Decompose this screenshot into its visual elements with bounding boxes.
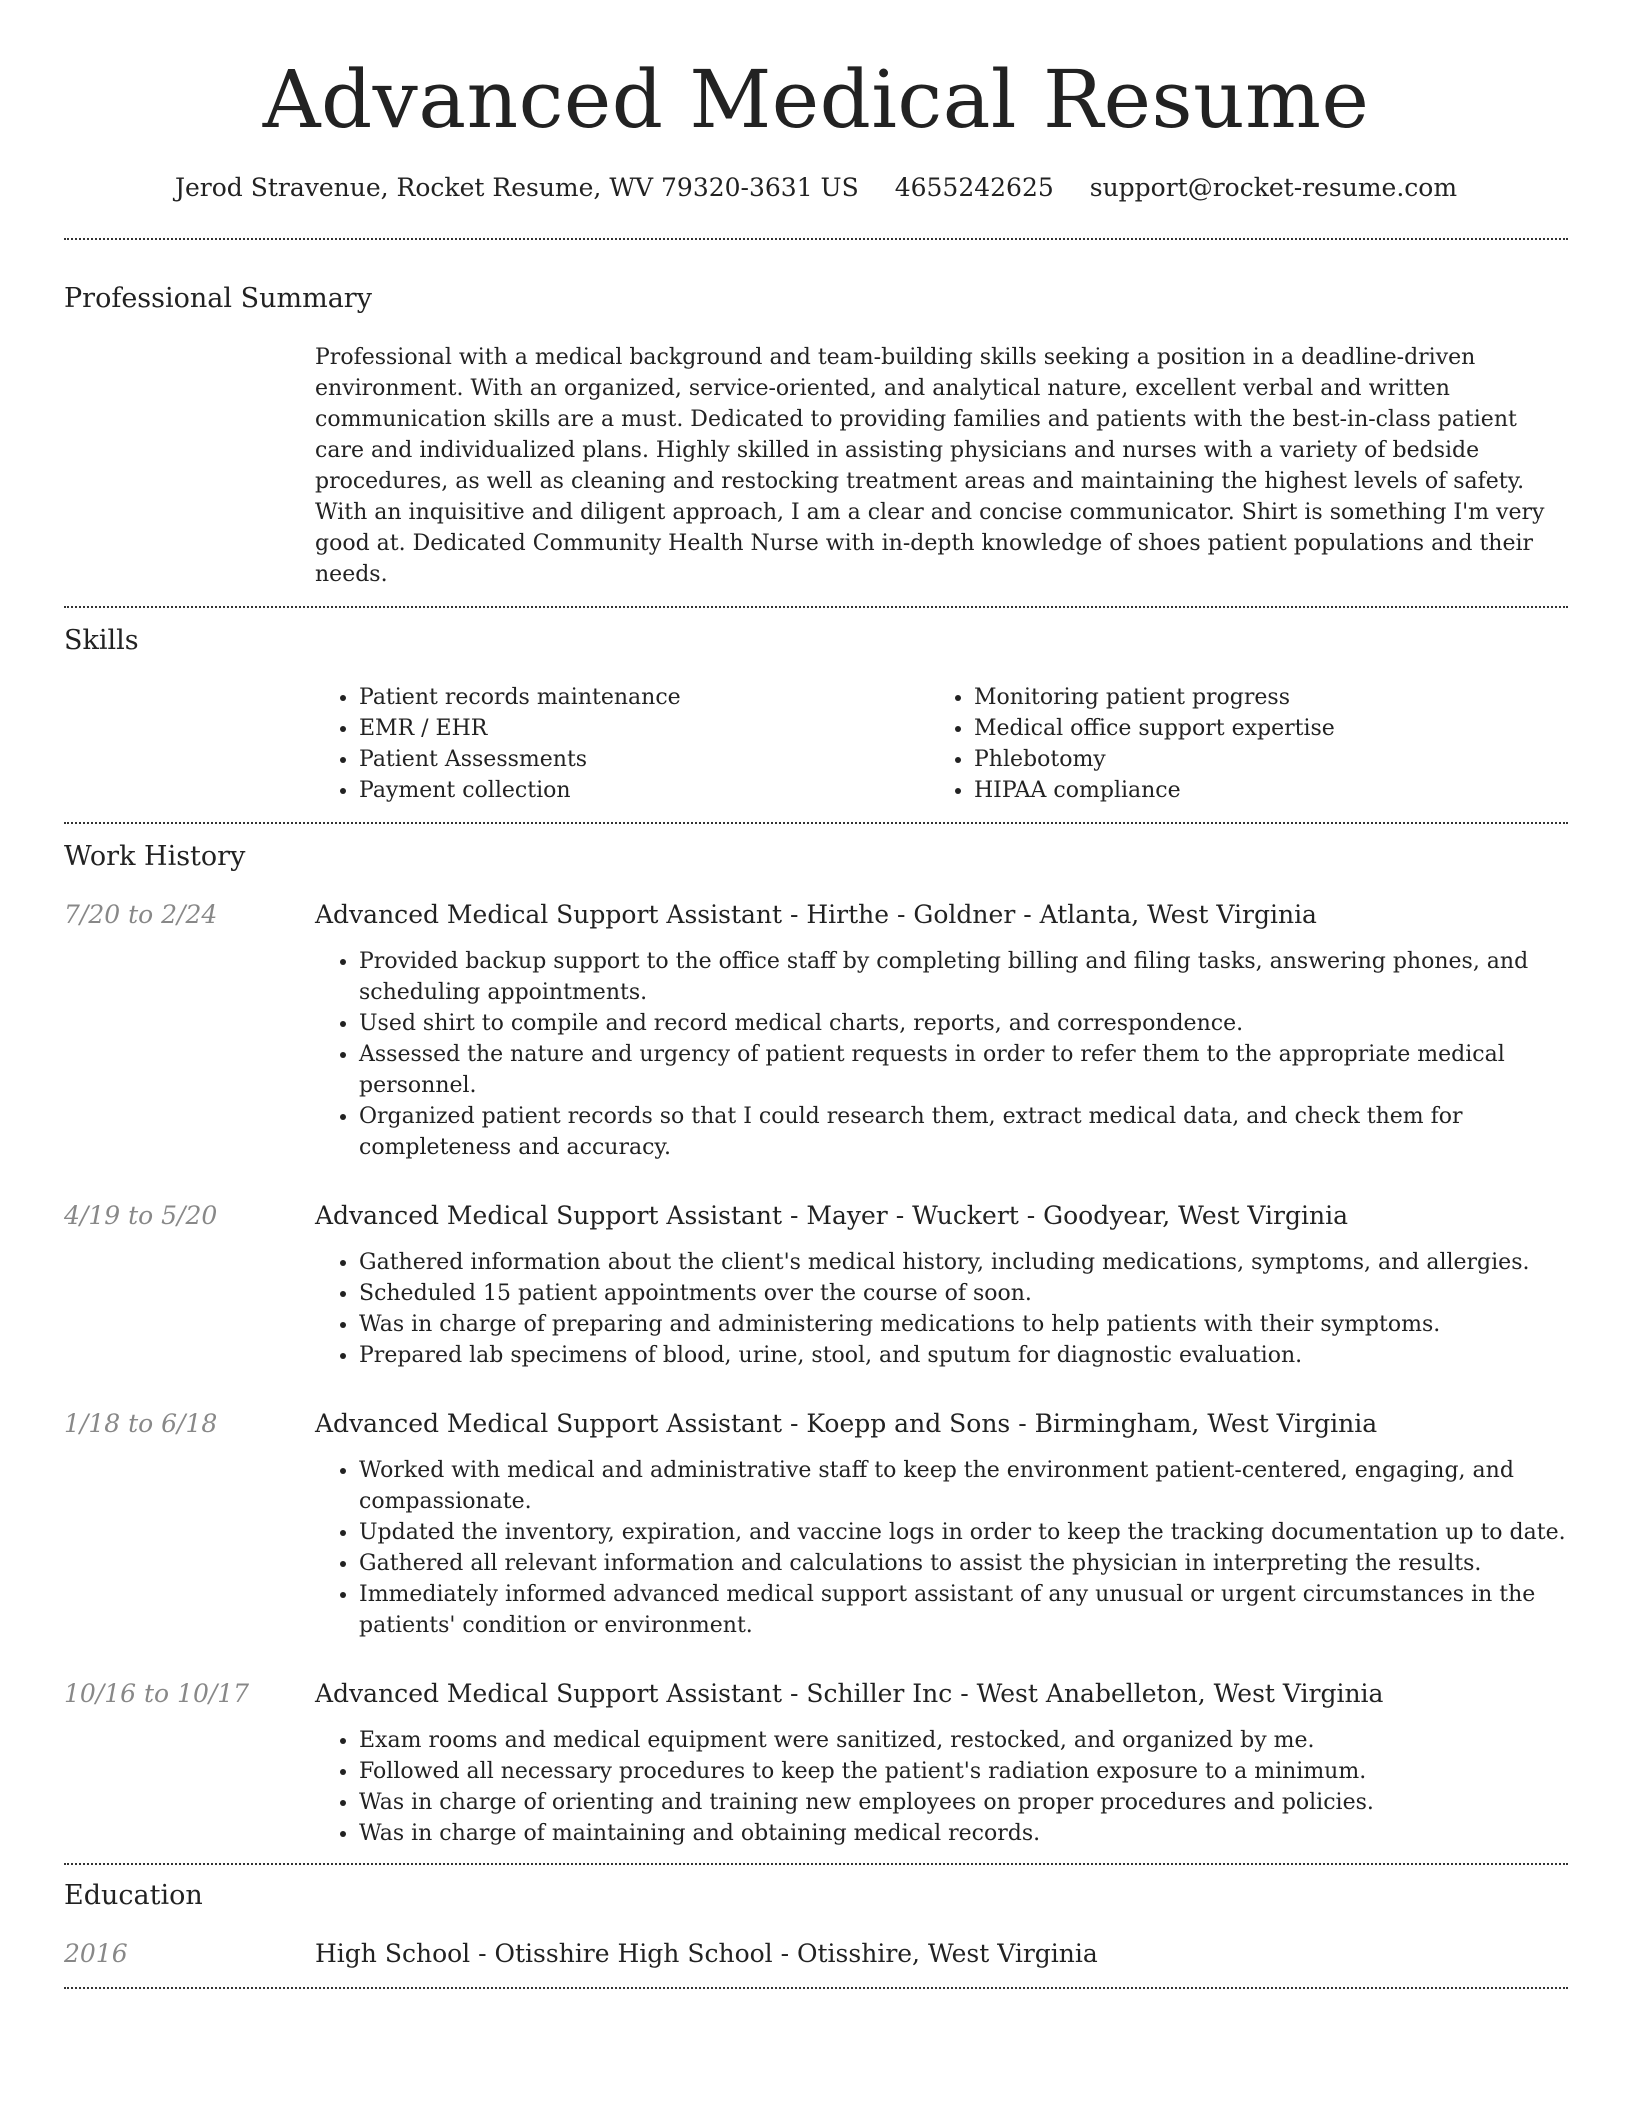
job-title: Advanced Medical Support Assistant - Hirthe - Goldner - Atlanta, West Virginia [315, 900, 1317, 929]
job-bullets [315, 1247, 1568, 1371]
job-bullets [315, 1725, 1568, 1849]
job-bullet: • Immediately informed advanced medical support assistant of any unusual or urgent circumstances in the patients' condition or environment. [359, 1579, 1568, 1641]
job-dates: 10/16 to 10/17 [64, 1679, 250, 1708]
contact-address: Jerod Stravenue, Rocket Resume, WV 79320-3631 US [174, 173, 859, 202]
job-bullet: • Gathered all relevant information and calculations to assist the physician in interpreting the results. [359, 1548, 1568, 1579]
skills-grid [315, 682, 1568, 806]
job-bullet: • Provided backup support to the office staff by completing billing and filing tasks, answering phones, and scheduling appointments. [359, 946, 1568, 1008]
job-bullets [315, 946, 1568, 1163]
contact-phone: 4655242625 [894, 173, 1054, 202]
job-bullet: • Updated the inventory, expiration, and vaccine logs in order to keep the tracking documentation up to date. [359, 1517, 1568, 1548]
divider [64, 1863, 1568, 1865]
job-bullet: • Followed all necessary procedures to keep the patient's radiation exposure to a minimum. [359, 1756, 1568, 1787]
section-heading-skills: Skills [64, 625, 139, 656]
job-bullet: • Exam rooms and medical equipment were sanitized, restocked, and organized by me. [359, 1725, 1568, 1756]
skill-item: • Medical office support expertise [974, 713, 1545, 744]
job-title: Advanced Medical Support Assistant - Schiller Inc - West Anabelleton, West Virginia [315, 1679, 1384, 1708]
contact-line [64, 172, 1568, 204]
job-title: Advanced Medical Support Assistant - Mayer - Wuckert - Goodyear, West Virginia [315, 1201, 1348, 1230]
divider [64, 606, 1568, 608]
skills-list-right [930, 682, 1545, 806]
job-entry [64, 1199, 1568, 1371]
job-bullet: • Scheduled 15 patient appointments over the course of soon. [359, 1278, 1568, 1309]
section-heading-work: Work History [64, 841, 246, 872]
contact-email: support@rocket-resume.com [1089, 173, 1458, 202]
job-bullet: • Used shirt to compile and record medical charts, reports, and correspondence. [359, 1008, 1568, 1039]
job-bullet: • Was in charge of orienting and training new employees on proper procedures and policies. [359, 1787, 1568, 1818]
divider [64, 822, 1568, 824]
skills-list-left [315, 682, 930, 806]
job-body [315, 1199, 1568, 1371]
job-body [315, 1407, 1568, 1641]
work-history-section [64, 840, 1568, 1849]
job-dates: 7/20 to 2/24 [64, 900, 218, 929]
skill-item: • Patient Assessments [359, 744, 930, 775]
job-bullet: • Gathered information about the client's medical history, including medications, symptoms, and allergies. [359, 1247, 1568, 1278]
job-dates: 1/18 to 6/18 [64, 1409, 218, 1438]
section-heading-education: Education [64, 1880, 203, 1911]
job-bullet: • Organized patient records so that I could research them, extract medical data, and check them for completeness and accuracy. [359, 1101, 1568, 1163]
education-title: High School - Otisshire High School - Otisshire, West Virginia [315, 1939, 1098, 1968]
divider [64, 238, 1568, 240]
job-entry [64, 1407, 1568, 1641]
skill-item: • EMR / EHR [359, 713, 930, 744]
skill-item: • Phlebotomy [974, 744, 1545, 775]
job-bullet: • Assessed the nature and urgency of patient requests in order to refer them to the appropriate medical personnel. [359, 1039, 1568, 1101]
job-title: Advanced Medical Support Assistant - Koepp and Sons - Birmingham, West Virginia [315, 1409, 1378, 1438]
education-entry [64, 1937, 1568, 1971]
job-body [315, 898, 1568, 1163]
summary-section [64, 282, 1568, 590]
education-year: 2016 [64, 1939, 128, 1968]
section-heading-summary: Professional Summary [64, 283, 372, 314]
job-body [315, 1677, 1568, 1849]
skill-item: • Patient records maintenance [359, 682, 930, 713]
skill-item: • Payment collection [359, 775, 930, 806]
summary-text: Professional with a medical background and team-building skills seeking a position in a deadline-driven environment. With an organized, service-oriented, and analytical nature, excellent verbal and written communication skills are a must. Dedicated to providing families and patients with the best-in-class patient care and individualized plans. Highly skilled in assisting physicians and nurses with a variety of bedside procedures, as well as cleaning and restocking treatment areas and maintaining the highest levels of safety. With an inquisitive and diligent approach, I am a clear and concise communicator. Shirt is something I'm very good at. Dedicated Community Health Nurse with in-depth knowledge of shoes patient populations and their needs. [315, 345, 1545, 587]
job-bullets [315, 1455, 1568, 1641]
job-bullet: • Prepared lab specimens of blood, urine, stool, and sputum for diagnostic evaluation. [359, 1340, 1568, 1371]
job-bullet: • Worked with medical and administrative staff to keep the environment patient-centered, engaging, and compassionate. [359, 1455, 1568, 1517]
job-entry [64, 898, 1568, 1163]
job-bullet: • Was in charge of preparing and administering medications to help patients with their symptoms. [359, 1309, 1568, 1340]
divider [64, 1987, 1568, 1989]
job-bullet: • Was in charge of maintaining and obtaining medical records. [359, 1818, 1568, 1849]
page-title: Advanced Medical Resume [262, 53, 1370, 146]
skills-section [64, 624, 1568, 806]
skill-item: • HIPAA compliance [974, 775, 1545, 806]
job-dates: 4/19 to 5/20 [64, 1201, 218, 1230]
education-section [64, 1879, 1568, 1971]
skill-item: • Monitoring patient progress [974, 682, 1545, 713]
job-entry [64, 1677, 1568, 1849]
